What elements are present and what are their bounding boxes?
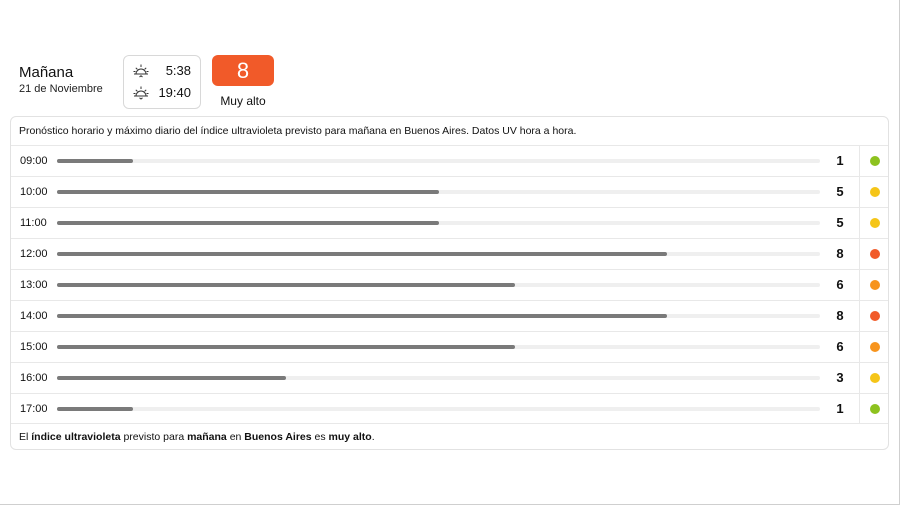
uv-bar-fill: [57, 159, 133, 163]
column-divider: [859, 332, 860, 362]
uv-level-dot: [870, 373, 880, 383]
uv-level-dot: [870, 311, 880, 321]
summary-text: [19, 424, 375, 451]
hour-label: 16:00: [20, 372, 48, 384]
uv-value: 6: [836, 277, 844, 292]
forecast-header: [0, 0, 900, 115]
uv-bar-fill: [57, 221, 439, 225]
hourly-row: [11, 331, 888, 362]
hour-label: 17:00: [20, 403, 48, 415]
uv-level-dot: [870, 156, 880, 166]
uv-bar-track: [57, 252, 820, 256]
summary-part: El: [19, 431, 32, 443]
uv-bar-track: [57, 345, 820, 349]
uv-bar-track: [57, 190, 820, 194]
card-description: Pronóstico horario y máximo diario del índice ultravioleta previsto para mañana en Buenos Aires. Datos UV hora a hora.: [19, 125, 577, 137]
sunrise-row: [133, 62, 197, 80]
uv-bar-track: [57, 283, 820, 287]
summary-bold: índice ultravioleta: [31, 431, 121, 443]
uv-bar-fill: [57, 190, 439, 194]
uv-level-dot: [870, 249, 880, 259]
column-divider: [859, 239, 860, 269]
uv-value: 1: [836, 401, 844, 416]
uv-value: 1: [836, 153, 844, 168]
hour-label: 14:00: [20, 310, 48, 322]
column-divider: [859, 301, 860, 331]
uv-value: 8: [836, 308, 844, 323]
hour-label: 15:00: [20, 341, 48, 353]
summary-part: previsto para: [120, 431, 188, 443]
summary-bold: mañana: [187, 431, 227, 443]
sunrise-time: 5:38: [165, 63, 191, 78]
day-block: [19, 64, 103, 96]
summary-bold: Buenos Aires: [244, 431, 312, 443]
summary-part: es: [311, 431, 329, 443]
column-divider: [859, 177, 860, 207]
hourly-row: [11, 207, 888, 238]
hourly-row: [11, 362, 888, 393]
hourly-row: [11, 269, 888, 300]
column-divider: [859, 208, 860, 238]
hourly-row: [11, 393, 888, 424]
hour-label: 13:00: [20, 279, 48, 291]
uv-value: 5: [836, 215, 844, 230]
uv-level-dot: [870, 218, 880, 228]
uv-bar-track: [57, 376, 820, 380]
uv-bar-track: [57, 407, 820, 411]
uv-value: 5: [836, 184, 844, 199]
column-divider: [859, 270, 860, 300]
sunset-icon: [133, 85, 149, 101]
uv-level-label: Muy alto: [220, 94, 266, 108]
column-divider: [859, 363, 860, 393]
sunrise-icon: [133, 63, 149, 79]
uv-bar-track: [57, 159, 820, 163]
column-divider: [859, 146, 860, 176]
hour-label: 12:00: [20, 248, 48, 260]
uv-bar-fill: [57, 407, 133, 411]
uv-level-dot: [870, 404, 880, 414]
hour-label: 11:00: [20, 217, 47, 229]
sunset-time: 19:40: [158, 85, 191, 100]
uv-value: 3: [836, 370, 844, 385]
uv-level-dot: [870, 280, 880, 290]
summary-bold: muy alto: [328, 431, 372, 443]
day-title: Mañana: [19, 64, 74, 81]
uv-level-dot: [870, 342, 880, 352]
column-divider: [859, 394, 860, 424]
uv-bar-track: [57, 221, 820, 225]
uv-value: 6: [836, 339, 844, 354]
uv-max-badge: 8: [212, 55, 274, 86]
hour-label: 10:00: [20, 186, 48, 198]
hourly-row: [11, 176, 888, 207]
uv-bar-fill: [57, 345, 515, 349]
uv-bar-fill: [57, 252, 667, 256]
sunset-row: [133, 84, 197, 102]
uv-value: 8: [836, 246, 844, 261]
uv-bar-fill: [57, 376, 286, 380]
hourly-uv-card: [10, 116, 889, 450]
uv-level-dot: [870, 187, 880, 197]
day-date: 21 de Noviembre: [19, 83, 103, 95]
hourly-row: [11, 238, 888, 269]
sun-times-box: [123, 55, 201, 109]
summary-part: .: [371, 431, 375, 443]
hour-label: 09:00: [20, 155, 48, 167]
uv-bar-fill: [57, 283, 515, 287]
hourly-row: [11, 145, 888, 176]
uv-bar-track: [57, 314, 820, 318]
hourly-row: [11, 300, 888, 331]
summary-part: en: [226, 431, 245, 443]
uv-bar-fill: [57, 314, 667, 318]
uv-summary: [11, 423, 888, 450]
